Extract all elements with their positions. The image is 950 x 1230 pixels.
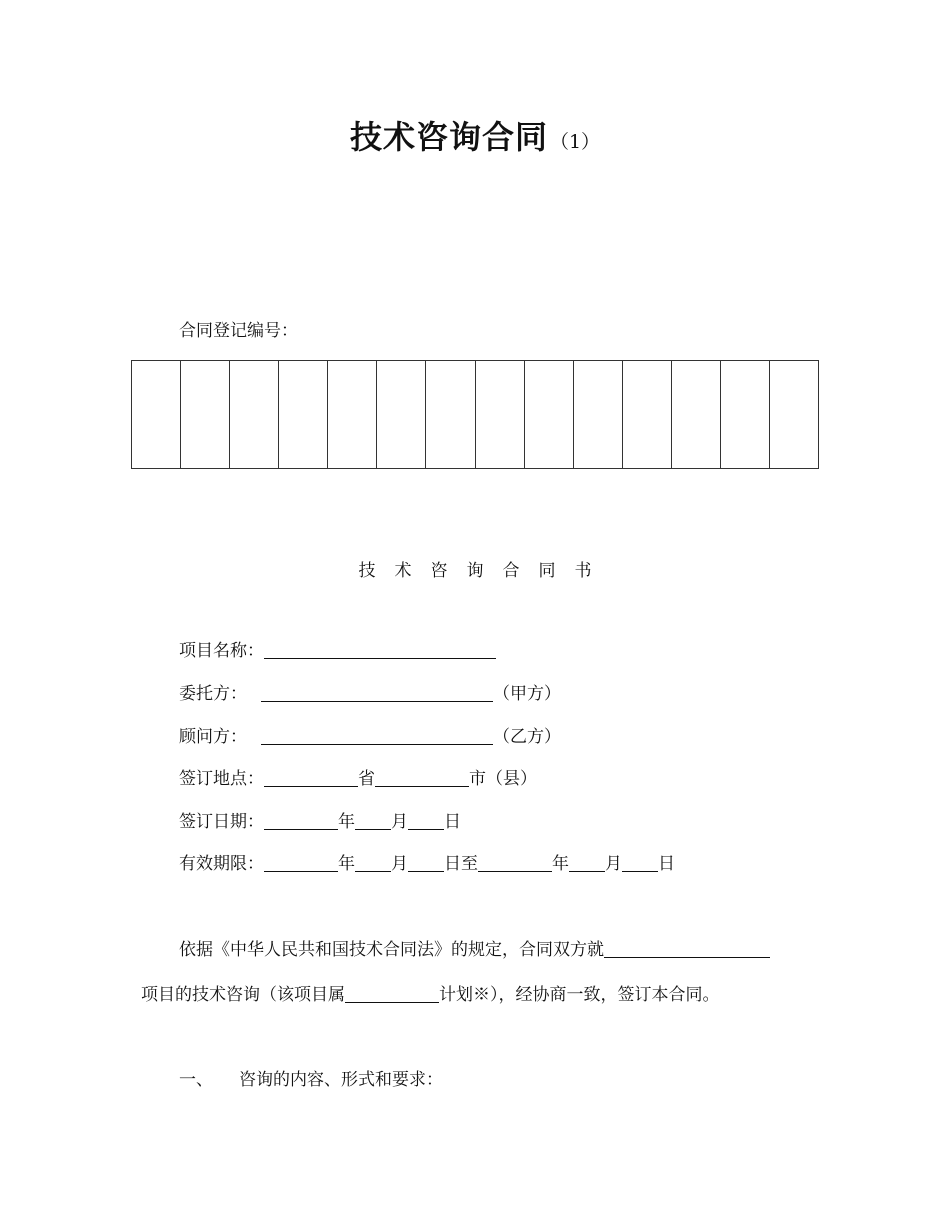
registration-cell[interactable] (426, 361, 475, 468)
preamble-line-2 (141, 984, 720, 1006)
title-suffix: （1） (549, 131, 601, 153)
registration-cell[interactable] (377, 361, 426, 468)
preamble-text-2b: 计划※），经协商一致，签订本合同。 (439, 985, 720, 1005)
preamble-text-2a: 项目的技术咨询（该项目属 (141, 985, 345, 1005)
client-field[interactable] (261, 683, 493, 702)
year-label: 年 (338, 854, 355, 874)
city-label: 市（县） (469, 769, 537, 789)
year-label: 年 (338, 812, 355, 832)
registration-cell[interactable] (230, 361, 279, 468)
validity-period-label: 有效期限： (179, 854, 264, 874)
registration-number-grid (131, 360, 819, 469)
month-label: 月 (391, 812, 408, 832)
end-day-field[interactable] (622, 853, 658, 872)
registration-cell[interactable] (721, 361, 770, 468)
end-month-field[interactable] (569, 853, 605, 872)
registration-cell[interactable] (279, 361, 328, 468)
project-name-label: 项目名称： (179, 641, 264, 661)
registration-cell[interactable] (181, 361, 230, 468)
province-label: 省 (358, 769, 375, 789)
signing-month-field[interactable] (355, 811, 391, 830)
validity-period-row (179, 853, 675, 875)
project-name-row (179, 640, 496, 662)
day-label: 日 (444, 812, 461, 832)
client-row (179, 683, 561, 705)
registration-cell[interactable] (770, 361, 818, 468)
registration-cell[interactable] (672, 361, 721, 468)
project-reference-field[interactable] (604, 939, 770, 958)
registration-cell[interactable] (623, 361, 672, 468)
registration-cell[interactable] (132, 361, 181, 468)
day-label: 日 (658, 854, 675, 874)
month-label: 月 (605, 854, 622, 874)
year-label: 年 (552, 854, 569, 874)
signing-year-field[interactable] (264, 811, 338, 830)
section-title: 咨询的内容、形式和要求： (239, 1070, 443, 1090)
section-number: 一、 (179, 1070, 213, 1090)
preamble-line-1 (179, 939, 770, 961)
day-to-label: 日至 (444, 854, 478, 874)
advisor-row (179, 726, 561, 748)
month-label: 月 (391, 854, 408, 874)
project-name-field[interactable] (264, 640, 496, 659)
start-day-field[interactable] (408, 853, 444, 872)
start-month-field[interactable] (355, 853, 391, 872)
client-label: 委托方： (179, 684, 247, 704)
preamble-text: 依据《中华人民共和国技术合同法》的规定，合同双方就 (179, 940, 604, 960)
title-main: 技术咨询合同 (349, 118, 548, 156)
signing-date-label: 签订日期： (179, 812, 264, 832)
advisor-suffix: （乙方） (493, 727, 561, 747)
advisor-field[interactable] (261, 726, 493, 745)
start-year-field[interactable] (264, 853, 338, 872)
city-field[interactable] (375, 768, 469, 787)
province-field[interactable] (264, 768, 358, 787)
end-year-field[interactable] (478, 853, 552, 872)
signing-date-row (179, 811, 461, 833)
client-suffix: （甲方） (493, 684, 561, 704)
advisor-label: 顾问方： (179, 727, 247, 747)
registration-cell[interactable] (476, 361, 525, 468)
registration-label: 合同登记编号： (179, 321, 298, 341)
registration-cell[interactable] (328, 361, 377, 468)
document-subtitle: 技术咨询合同书 (358, 561, 611, 581)
document-title (0, 112, 950, 158)
registration-cell[interactable] (525, 361, 574, 468)
section-heading (179, 1069, 443, 1091)
signing-day-field[interactable] (408, 811, 444, 830)
plan-field[interactable] (345, 984, 439, 1003)
signing-place-row (179, 768, 537, 790)
registration-cell[interactable] (574, 361, 623, 468)
signing-place-label: 签订地点： (179, 769, 264, 789)
